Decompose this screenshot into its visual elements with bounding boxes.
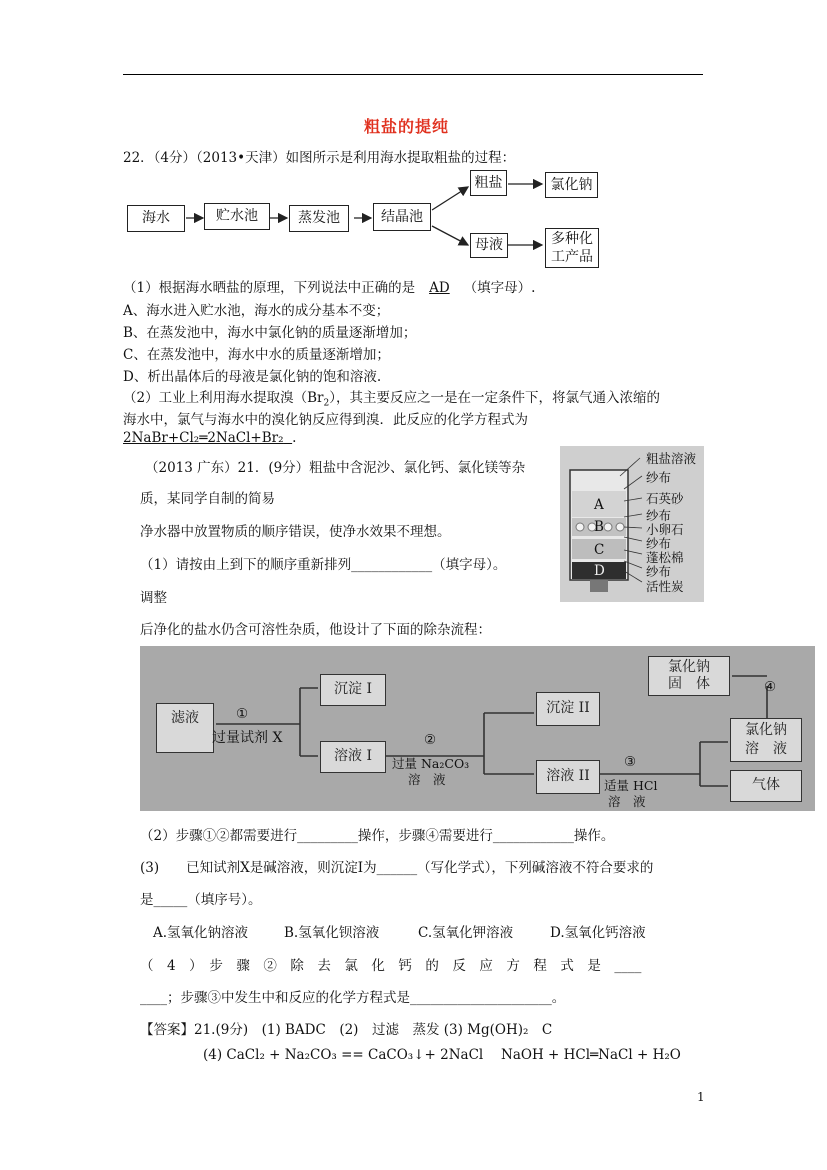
hcl-label-line1: 适量 HCl xyxy=(604,778,658,793)
q21-part3-line2: 是_____（填序号）。 xyxy=(140,892,262,908)
q22-part2-text-rest: ），其主要反应之一是在一定条件下，将氯气通入浓缩的 xyxy=(329,390,660,406)
crystallization-pool-box: 结晶池 xyxy=(373,203,431,231)
precipitate-1-box: 沉淀 I xyxy=(320,674,386,706)
q22-part1-suffix: （填字母）. xyxy=(463,280,536,296)
purifier-label-5: 小卵石 xyxy=(646,522,684,537)
nacl-solid-box xyxy=(648,656,730,696)
q22-option-d: D、析出晶体后的母液是氯化钠的饱和溶液. xyxy=(123,369,382,385)
q21-line3: 净水器中放置物质的顺序错误，使净水效果不理想。 xyxy=(140,524,451,540)
q21-option-a: A.氢氧化钠溶液 xyxy=(153,925,249,941)
q21-line2: 质，某同学自制的简易 xyxy=(140,491,275,507)
q22-option-b: B、在蒸发池中，海水中氯化钠的质量逐渐增加； xyxy=(123,325,417,341)
q21-option-b: B.氢氧化钡溶液 xyxy=(284,925,380,941)
q22-part2-line3 xyxy=(123,430,296,446)
q21-line4: （1）请按由上到下的顺序重新排列____________（填字母）。 xyxy=(140,557,507,573)
purifier-label-6: 纱布 xyxy=(646,536,672,551)
page-title: 粗盐的提纯 xyxy=(364,117,450,136)
layer-letter-a: A xyxy=(594,497,604,513)
evaporation-pool-box: 蒸发池 xyxy=(289,205,349,232)
nacl-solid-line1: 氯化钠 xyxy=(668,659,710,675)
nacl-solid-line2: 固 体 xyxy=(668,676,710,692)
storage-pool-box: 贮水池 xyxy=(204,203,270,230)
seawater-flow-arrows xyxy=(120,165,610,275)
na2co3-label-line2: 溶 液 xyxy=(408,772,446,787)
layer-letter-d: D xyxy=(594,563,605,579)
page-number: 1 xyxy=(697,1090,705,1104)
purifier-label-1: 粗盐溶液 xyxy=(646,451,697,466)
q22-part1-prompt: （1）根据海水晒盐的原理，下列说法中正确的是 xyxy=(123,280,416,296)
chemical-products-box xyxy=(545,228,599,268)
nacl-solution-line2: 溶 液 xyxy=(745,741,787,757)
gas-box: 气体 xyxy=(730,770,802,802)
q21-part4-line2: ____；步骤③中发生中和反应的化学方程式是_____________________。 xyxy=(140,990,566,1006)
q21-part3-line1: (3) 已知试剂X是碱溶液，则沉淀I为______（写化学式），下列碱溶液不符合要求的 xyxy=(140,860,654,876)
header-rule xyxy=(123,74,703,75)
hcl-label-line2: 溶 液 xyxy=(608,794,646,809)
answer-line1: 【答案】21.(9分) (1) BADC (2) 过滤 蒸发 (3) Mg(OH)₂ C xyxy=(140,1022,553,1038)
step3-marker: ③ xyxy=(624,754,637,770)
purifier-label-3: 石英砂 xyxy=(646,491,684,506)
q22-part2-line1 xyxy=(123,386,660,409)
q22-header: 22．（4分）（2013•天津）如图所示是利用海水提取粗盐的过程： xyxy=(123,150,516,166)
q21-line1: （2013 广东）21．(9分）粗盐中含泥沙、氯化钙、氯化镁等杂 xyxy=(145,460,526,476)
purifier-label-7: 蓬松棉 xyxy=(646,550,684,565)
mother-liquor-box: 母液 xyxy=(470,233,508,258)
q21-line6: 后净化的盐水仍含可溶性杂质，他设计了下面的除杂流程： xyxy=(140,622,491,638)
na2co3-label-line1: 过量 Na₂CO₃ xyxy=(392,756,470,771)
purifier-label-8: 纱布 xyxy=(646,564,672,579)
q21-part2: （2）步骤①②都需要进行_________操作，步骤④需要进行____________操作。 xyxy=(140,828,615,844)
reagent-x-label: 过量试剂 X xyxy=(212,730,283,746)
q22-part2-equation: 2NaBr+Cl₂═2NaCl+Br₂ xyxy=(123,430,284,446)
layer-letter-c: C xyxy=(594,542,605,558)
q22-part2-text: （2）工业上利用海水提取溴（Br xyxy=(123,390,324,406)
answer-line2: (4) CaCl₂ + Na₂CO₃ == CaCO₃↓+ 2NaCl NaOH + HCl═NaCl + H₂O xyxy=(203,1047,681,1063)
sodium-chloride-box: 氯化钠 xyxy=(545,172,598,198)
filtrate-box: 滤液 xyxy=(156,703,214,753)
q21-part4-line1: （ 4 ） 步 骤 ② 除 去 氯 化 钙 的 反 应 方 程 式 是 ____ xyxy=(140,958,642,974)
solution-1-box: 溶液 I xyxy=(320,741,386,773)
step2-marker: ② xyxy=(424,732,437,748)
q21-line5: 调整 xyxy=(140,590,167,606)
chemical-products-line1: 多种化 xyxy=(551,231,593,247)
impurity-removal-flow-image xyxy=(140,646,815,811)
step4-marker: ④ xyxy=(764,679,777,695)
purifier-label-4: 纱布 xyxy=(646,508,672,523)
step1-marker: ① xyxy=(236,706,249,722)
q21-option-c: C.氢氧化钾溶液 xyxy=(418,925,514,941)
q22-part2-line2: 海水中，氯气与海水中的溴化钠反应得到溴．此反应的化学方程式为 xyxy=(123,412,528,428)
purifier-label-2: 纱布 xyxy=(646,470,672,485)
nacl-solution-box xyxy=(730,718,802,762)
solution-2-box: 溶液 II xyxy=(536,760,600,794)
q22-part2-end: . xyxy=(292,430,297,446)
purifier-label-9: 活性炭 xyxy=(646,579,684,594)
q22-part1 xyxy=(123,276,535,296)
crude-salt-box: 粗盐 xyxy=(470,170,507,196)
q22-option-c: C、在蒸发池中，海水中水的质量逐渐增加； xyxy=(123,347,390,363)
layer-letter-b: B xyxy=(594,519,604,535)
water-purifier-image xyxy=(560,446,704,602)
q21-option-d: D.氢氧化钙溶液 xyxy=(550,925,646,941)
precipitate-2-box: 沉淀 II xyxy=(536,692,600,726)
nacl-solution-line1: 氯化钠 xyxy=(745,722,787,738)
seawater-box: 海水 xyxy=(127,205,185,232)
chemical-products-line2: 工产品 xyxy=(551,249,593,265)
q22-part1-answer: AD xyxy=(429,280,450,296)
q22-option-a: A、海水进入贮水池，海水的成分基本不变； xyxy=(123,303,390,319)
q22-part2-subscript: 2 xyxy=(323,398,330,409)
